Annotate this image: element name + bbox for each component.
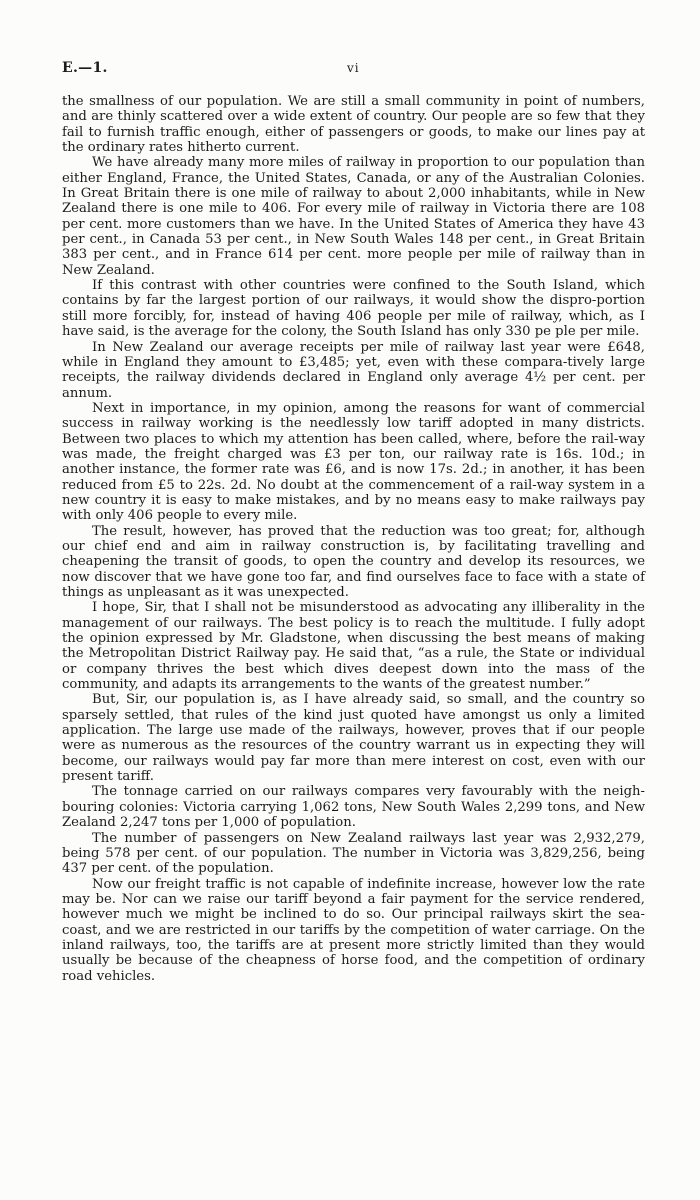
document-reference: E.—1. [62,60,108,76]
paragraph: But, Sir, our population is, as I have already said, so small, and the country so sparsely settled, that rules of the kind just quoted have amongst us only a limited application. The large use made of the railways, however, proves that if our people were as numerous as the resources of the country warrant us in expecting they will become, our railways would pay far more than mere interest on cost, even with our present tariff. [62,692,645,785]
paragraph: the smallness of our population. We are still a small community in point of numbers, and are thinly scattered over a wide extent of country. Our people are so few that they fail to furnish traffic enough, either of passengers or goods, to make our lines pay at the ordinary rates hitherto current. [62,94,645,156]
page-header [62,60,638,80]
paragraph: The tonnage carried on our railways compares very favourably with the neigh-bouring colonies: Victoria carrying 1,062 tons, New South Wales 2,299 tons, and New Zealand 2,247 tons per 1,000 of population. [62,784,645,831]
body-text [62,94,645,984]
paragraph: We have already many more miles of railway in proportion to our population than either England, France, the United States, Canada, or any of the Australian Colonies. In Great Britain there is one mile of railway to about 2,000 inhabitants, while in New Zealand there is one mile to 406. For every mile of railway in Victoria there are 108 per cent. more customers than we have. In the United States of America they have 43 per cent., in Canada 53 per cent., in New South Wales 148 per cent., in Great Britain 383 per cent., and in France 614 per cent. more people per mile of railway than in New Zealand. [62,155,645,278]
page-number: vi [347,61,360,75]
paragraph: Next in importance, in my opinion, among the reasons for want of commercial success in railway working is the needlessly low tariff adopted in many districts. Between two places to which my attention has been called, where, before the rail-way was made, the freight charged was £3 per ton, our railway rate is 16s. 10d.; in another instance, the former rate was £6, and is now 17s. 2d.; in another, it has been reduced from £5 to 22s. 2d. No doubt at the commencement of a rail-way system in a new country it is easy to make mistakes, and by no means easy to make railways pay with only 406 people to every mile. [62,400,645,524]
paragraph: If this contrast with other countries were confined to the South Island, which contains by far the largest portion of our railways, it would show the dispro-portion still more forcibly, for, instead of having 406 people per mile of railway, which, as I have said, is the average for the colony, the South Island has only 330 pe ple per mile. [62,278,645,340]
paragraph: Now our freight traffic is not capable of indefinite increase, however low the rate may be. Nor can we raise our tariff beyond a fair payment for the service rendered, however much we might be inclined to do so. Our principal railways skirt the sea-coast, and we are restricted in our tariffs by the competition of water carriage. On the inland railways, too, the tariffs are at present more strictly limited than they would usually be because of the cheapness of horse food, and the competition of ordinary road vehicles. [62,876,645,984]
paragraph: The number of passengers on New Zealand railways last year was 2,932,279, being 578 per cent. of our population. The number in Victoria was 3,829,256, being 437 per cent. of the population. [62,830,645,877]
paragraph: In New Zealand our average receipts per mile of railway last year were £648, while in England they amount to £3,485; yet, even with these compara-tively large receipts, the railway dividends declared in England only average 4½ per cent. per annum. [62,339,645,401]
paragraph: I hope, Sir, that I shall not be misunderstood as advocating any illiberality in the management of our railways. The best policy is to reach the multitude. I fully adopt the opinion expressed by Mr. Gladstone, when discussing the best means of making the Metropolitan District Railway pay. He said that, “as a rule, the State or individual or company thrives the best which dives deepest down into the mass of the community, and adapts its arrangements to the wants of the greatest number.” [62,600,645,693]
paragraph: The result, however, has proved that the reduction was too great; for, although our chief end and aim in railway construction is, by facilitating travelling and cheapening the transit of goods, to open the country and develop its resources, we now discover that we have gone too far, and find ourselves face to face with a state of things as unpleasant as it was unexpected. [62,523,645,600]
